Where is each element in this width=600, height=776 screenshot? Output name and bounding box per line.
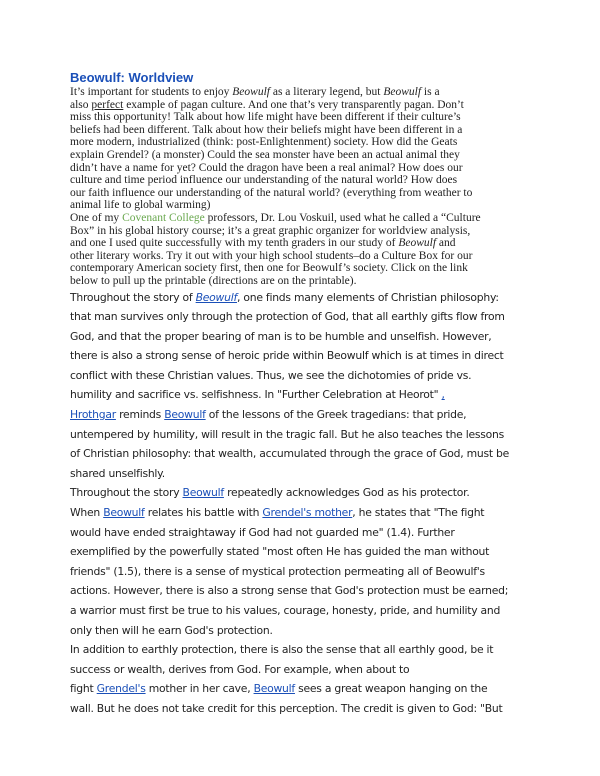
beowulf-link[interactable]: Beowulf — [182, 486, 224, 500]
text-line: of Christian philosophy: that wealth, accumulated through the grace of God, must be — [70, 447, 510, 461]
italic-title: Beowulf — [232, 86, 270, 98]
text: , he states that "The fight — [352, 506, 485, 520]
paragraph-earthly-good — [70, 640, 532, 718]
text: repeatedly acknowledges God as his protector. — [223, 486, 470, 500]
text: sees a great weapon hanging on the — [294, 682, 488, 696]
text: is a — [421, 86, 440, 98]
text: It’s important for students to enjoy — [70, 86, 233, 98]
text-line: contemporary American society first, then one for Beowulf’s society. Click on the link — [70, 262, 468, 275]
text-line: friends" (1.5), there is a sense of mystical protection permeating all of Beowulf's — [70, 564, 485, 578]
text-line: exemplified by the powerfully stated "most often He has guided the man without — [70, 545, 490, 559]
grendels-link[interactable]: Grendel's — [96, 682, 146, 696]
beowulf-link[interactable]: Beowulf — [253, 682, 295, 696]
text: , one finds many elements of Christian philosophy: — [237, 290, 499, 304]
text: Throughout the story — [70, 486, 183, 500]
text-line: explain Grendel? (a monster) Could the sea monster have been an actual animal they — [70, 148, 460, 161]
text-line: only then will he earn God's protection. — [70, 623, 273, 637]
text: relates his battle with — [144, 506, 263, 520]
beowulf-link[interactable]: Beowulf — [195, 290, 238, 304]
text: professors, Dr. Lou Voskuil, used what he called a “Culture — [204, 211, 481, 224]
text: and one I used quite successfully with my tenth graders in our study of — [70, 237, 399, 250]
text-line: beliefs had been different. Talk about how their beliefs might have been different in a — [70, 123, 463, 136]
text-line: that man survives only through the protection of God, that all earthly gifts flow from — [70, 310, 505, 324]
paragraph-god-protector — [70, 483, 532, 640]
comma-link[interactable]: , — [441, 388, 445, 402]
text: also — [70, 98, 92, 111]
text-line: other literary works. Try it out with your high school students–do a Culture Box for our — [70, 249, 473, 262]
beowulf-link[interactable]: Beowulf — [103, 506, 145, 520]
text: as a literary legend, but — [269, 86, 384, 98]
text: humility and sacrifice vs. selfishness. In "Further Celebration at Heorot" — [70, 388, 442, 402]
beowulf-link[interactable]: Beowulf — [164, 408, 206, 422]
text-line: Box” in his global history course; it’s a great graphic organizer for worldview analysis, — [70, 224, 471, 237]
text-line: conflict with these Christian values. Thus, we see the dichotomies of pride vs. — [70, 368, 472, 382]
text: example of pagan culture. And one that’s very transparently pagan. Don’t — [123, 98, 464, 111]
grendels-mother-link[interactable]: Grendel's mother — [262, 506, 353, 520]
text: When — [70, 506, 104, 520]
text-line: success or wealth, derives from God. For example, when about to — [70, 662, 410, 676]
text-line: there is also a strong sense of heroic pride within Beowulf which is at times in direct — [70, 349, 504, 363]
text-line: wall. But he does not take credit for this perception. The credit is given to God: "But — [70, 701, 503, 715]
italic-title: Beowulf — [383, 86, 422, 98]
text-line: In addition to earthly protection, there is also the sense that all earthly good, be it — [70, 643, 494, 657]
text-line: actions. However, there is also a strong sense that God's protection must be earned; — [70, 584, 509, 598]
text-line: shared unselfishly. — [70, 466, 165, 480]
text-line: below to pull up the printable (directions are on the printable). — [70, 274, 357, 287]
hrothgar-link[interactable]: Hrothgar — [70, 408, 116, 422]
text-line: a warrior must first be true to his values, courage, honesty, pride, and humility and — [70, 604, 501, 617]
text-line: untempered by humility, will result in the tragic fall. But he also teaches the lessons — [70, 427, 504, 441]
text-line: more modern, industrialized (think: post-Enlightenment) society. How did the Geats — [70, 136, 458, 149]
text: fight — [70, 682, 97, 696]
text: mother in her cave, — [145, 682, 254, 696]
text-line: God, and that the proper bearing of man is to be humble and unselfish. However, — [70, 329, 492, 343]
text: of the lessons of the Greek tragedians: that pride, — [205, 408, 467, 422]
paragraph-christian-philosophy — [70, 288, 532, 484]
text-line: didn’t have a name for yet? Could the dragon have been a real animal? How does our — [70, 161, 463, 174]
text-line: would have ended straightaway if God had not guarded me" (1.4). Further — [70, 525, 455, 539]
text: One of my — [70, 211, 123, 224]
text-line: animal life to global warming) — [70, 199, 211, 212]
text: Throughout the story of — [70, 290, 196, 304]
paragraph-culture-box — [70, 212, 532, 288]
document-title: Beowulf: Worldview — [70, 70, 194, 85]
italic-title: Beowulf — [398, 237, 437, 250]
underlined-word: perfect — [91, 98, 124, 111]
text: and — [436, 237, 456, 250]
text: reminds — [115, 408, 165, 422]
document-page — [70, 70, 532, 719]
text-line: culture and time period influence our understanding of the natural world? How does — [70, 174, 458, 187]
paragraph-worldview-intro — [70, 86, 532, 212]
text-line: our faith influence our understanding of the natural world? (everything from weather to — [70, 186, 473, 199]
covenant-college-link[interactable]: Covenant College — [122, 211, 205, 224]
text-line: miss this opportunity! Talk about how life might have been different if their culture’s — [70, 111, 461, 124]
